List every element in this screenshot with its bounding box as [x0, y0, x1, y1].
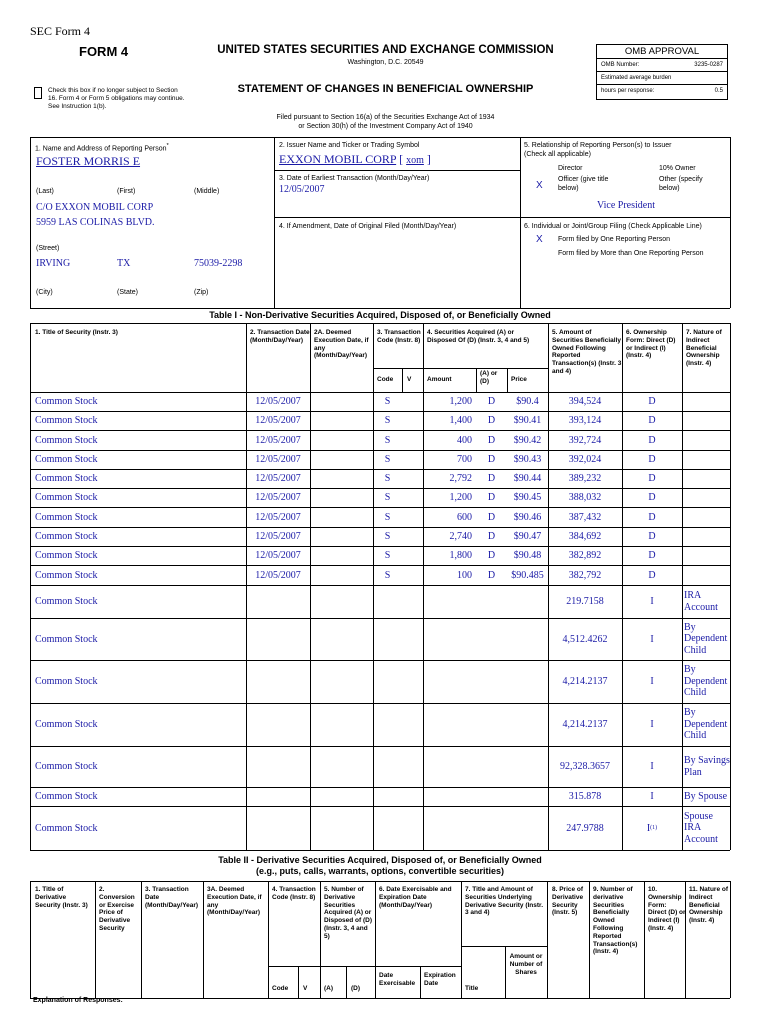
transaction-code: S [384, 434, 391, 446]
city-label: (City) [36, 289, 53, 296]
amount: 1,400 [449, 415, 472, 426]
amount: 400 [457, 434, 472, 446]
t2-h7: 7. Title and Amount of Securities Underlying Derivative Security (Instr. 3 and 4) [465, 886, 544, 917]
omb-burden-label: Estimated average burden [597, 72, 727, 85]
amount-owned: 247.9788 [566, 822, 604, 834]
box3-label: 3. Date of Earliest Transaction (Month/Day/Year) [279, 175, 430, 182]
security-title: Common Stock [35, 822, 98, 834]
ownership-form: D [648, 550, 656, 561]
amount-owned: 4,214.2137 [562, 676, 608, 687]
amount-owned: 387,432 [568, 511, 602, 523]
one-person-check-mark[interactable]: X [536, 234, 543, 245]
city-value: IRVING [36, 258, 71, 269]
t1-h2: 2. Transaction Date (Month/Day/Year) [250, 329, 310, 344]
amount: 100 [457, 569, 472, 581]
last-label: (Last) [36, 188, 54, 195]
security-title: Common Stock [35, 676, 98, 687]
nature-of-ownership: By Dependent Child [684, 621, 728, 656]
first-label: (First) [117, 188, 136, 195]
t2-h4: 4. Transaction Code (Instr. 8) [272, 886, 316, 901]
t2-a: (A) [324, 985, 334, 992]
t2-h3: 3. Transaction Date (Month/Day/Year) [145, 886, 199, 909]
amount-owned: 384,692 [568, 531, 602, 542]
acquired-disposed: D [487, 434, 496, 446]
t2-date-ex: Date Exercisable [379, 972, 416, 987]
omb-hours: 0.5 [714, 88, 723, 94]
box5-label-2: (Check all applicable) [524, 151, 591, 158]
transaction-date: 12/05/2007 [255, 434, 301, 446]
ownership-form: D [648, 473, 656, 484]
amount-owned: 393,124 [568, 415, 602, 426]
ownership-form: I [650, 719, 654, 730]
t2-h11: 11. Nature of Indirect Beneficial Ownership (Instr. 4) [689, 886, 729, 925]
table2-title-1: Table II - Derivative Securities Acquired, Disposed of, or Beneficially Owned [218, 855, 542, 865]
transaction-code: S [384, 415, 391, 426]
ten-percent-owner-label: 10% Owner [659, 165, 696, 172]
t2-h9: 9. Number of derivative Securities Beneficially Owned Following Reported Transaction(s) (Instr. 4) [593, 886, 638, 956]
other-label: Other (specify below) [659, 176, 703, 192]
acquired-disposed: D [487, 396, 496, 407]
amount: 1,200 [449, 396, 472, 407]
t2-code: Code [272, 985, 289, 992]
security-title: Common Stock [35, 761, 98, 772]
transaction-code: S [384, 531, 391, 542]
security-title: Common Stock [35, 434, 98, 446]
amount: 1,800 [449, 550, 472, 561]
security-title: Common Stock [35, 473, 98, 484]
form-top-label: SEC Form 4 [30, 24, 91, 38]
t2-v: V [303, 985, 308, 992]
acquired-disposed: D [487, 415, 496, 426]
acquired-disposed: D [487, 454, 496, 465]
statement-title: STATEMENT OF CHANGES IN BENEFICIAL OWNERSHIP [237, 83, 534, 95]
transaction-date: 12/05/2007 [255, 454, 301, 465]
price: $90.41 [513, 415, 542, 426]
footnote-ref: (1) [650, 825, 658, 831]
amount-owned: 315.878 [568, 791, 602, 802]
ownership-form: D [648, 415, 656, 426]
table2-title [30, 855, 730, 877]
security-title: Common Stock [35, 415, 98, 426]
price: $90.4 [516, 396, 539, 407]
security-title: Common Stock [35, 719, 98, 730]
box1-label: 1. Name and Address of Reporting Person* [35, 143, 169, 153]
transaction-date: 12/05/2007 [255, 550, 301, 561]
zip-label: (Zip) [194, 289, 209, 296]
section16-checkbox-label: Check this box if no longer subject to Section 16. Form 4 or Form 5 obligations may continue. See Instruction 1(b). [48, 87, 185, 110]
acquired-disposed: D [487, 569, 496, 581]
omb-hours-label: hours per response: [601, 88, 655, 94]
security-title: Common Stock [35, 569, 98, 581]
box4-label: 4. If Amendment, Date of Original Filed (Month/Day/Year) [279, 223, 457, 230]
issuer-line [279, 152, 431, 167]
transaction-date: 12/05/2007 [255, 531, 301, 542]
security-title: Common Stock [35, 511, 98, 523]
t2-amount-shares: Amount or Number of Shares [509, 953, 543, 976]
t2-h10: 10. Ownership Form: Direct (D) or Indirect (I) (Instr. 4) [648, 886, 686, 932]
transaction-date: 12/05/2007 [255, 492, 301, 503]
box6-label: 6. Individual or Joint/Group Filing (Check Applicable Line) [524, 223, 702, 230]
t1-h4: 4. Securities Acquired (A) or Disposed Of (D) (Instr. 3, 4 and 5) [427, 329, 530, 344]
price: $90.42 [513, 434, 542, 446]
filed-line-2: or Section 30(h) of the Investment Company Act of 1940 [298, 123, 473, 130]
ownership-form: D [648, 569, 656, 581]
middle-label: (Middle) [194, 188, 220, 195]
ticker-open: [ [399, 152, 404, 166]
t2-h6: 6. Date Exercisable and Expiration Date (Month/Day/Year) [379, 886, 452, 909]
more-persons-label: Form filed by More than One Reporting Person [558, 250, 704, 257]
security-title: Common Stock [35, 454, 98, 465]
t1-h5: 5. Amount of Securities Beneficially Owned Following Reported Transaction(s) (Instr. 3 and 4) [552, 329, 622, 375]
amount-owned: 392,724 [568, 434, 602, 446]
ownership-form: D [648, 454, 656, 465]
security-title: Common Stock [35, 550, 98, 561]
nature-of-ownership: IRA Account [684, 590, 718, 613]
address-line-1: C/O EXXON MOBIL CORP [36, 202, 154, 213]
t1-code: Code [377, 376, 394, 383]
nature-of-ownership: By Spouse [684, 790, 728, 802]
officer-check-mark[interactable]: X [536, 180, 543, 191]
t2-h3a: 3A. Deemed Execution Date, if any (Month/Day/Year) [207, 886, 262, 917]
transaction-date: 12/05/2007 [255, 511, 301, 523]
security-title: Common Stock [35, 791, 98, 802]
ownership-form: I [650, 633, 654, 645]
form-title: FORM 4 [79, 44, 129, 59]
price: $90.47 [513, 531, 542, 542]
omb-number-label: OMB Number: [601, 62, 640, 68]
reporting-person-name[interactable]: FOSTER MORRIS E [36, 154, 141, 168]
t1-amount: Amount [427, 376, 452, 383]
security-title: Common Stock [35, 633, 98, 645]
amount-owned: 92,328.3657 [560, 761, 610, 772]
amount: 700 [457, 454, 472, 465]
price: $90.44 [513, 473, 542, 484]
t1-aord: (A) or (D) [480, 370, 498, 385]
amount: 2,792 [449, 473, 472, 484]
t2-h2: 2. Conversion or Exercise Price of Derivative Security [99, 886, 135, 932]
t2-h1: 1. Title of Derivative Security (Instr. 3) [35, 886, 88, 909]
issuer-name[interactable]: EXXON MOBIL CORP [279, 152, 397, 166]
price: $90.48 [513, 550, 542, 561]
earliest-transaction-date: 12/05/2007 [279, 184, 325, 195]
t2-h8: 8. Price of Derivative Security (Instr. 5) [552, 886, 584, 917]
acquired-disposed: D [487, 511, 496, 523]
t2-title: Title [465, 985, 479, 992]
price: $90.46 [513, 511, 542, 523]
transaction-code: S [384, 492, 391, 503]
price: $90.45 [513, 492, 542, 503]
t2-h5: 5. Number of Derivative Securities Acquired (A) or Disposed of (D) (Instr. 3, 4 and 5) [324, 886, 373, 940]
amount: 2,740 [449, 531, 472, 542]
address-line-2: 5959 LAS COLINAS BLVD. [36, 217, 155, 228]
security-title: Common Stock [35, 396, 98, 407]
ownership-form: D [648, 396, 656, 407]
t2-d: (D) [351, 985, 361, 992]
transaction-date: 12/05/2007 [255, 473, 301, 484]
state-value: TX [117, 258, 131, 269]
acquired-disposed: D [487, 531, 496, 542]
amount-owned: 382,792 [568, 569, 602, 581]
acquired-disposed: D [487, 473, 496, 484]
amount-owned: 392,024 [568, 454, 602, 465]
acquired-disposed: D [487, 550, 496, 561]
transaction-date: 12/05/2007 [255, 396, 301, 407]
price: $90.485 [511, 569, 544, 581]
ticker-symbol[interactable]: xom [406, 155, 424, 166]
ownership-form: I [650, 676, 654, 687]
acquired-disposed: D [487, 492, 496, 503]
price: $90.43 [513, 454, 542, 465]
transaction-date: 12/05/2007 [255, 569, 301, 581]
ownership-form: I [650, 761, 654, 772]
amount-owned: 4,512.4262 [562, 633, 608, 645]
box5-label-1: 5. Relationship of Reporting Person(s) to Issuer [524, 142, 672, 149]
omb-number: 3235-0287 [694, 62, 723, 68]
director-label: Director [558, 165, 583, 172]
amount: 600 [457, 511, 472, 523]
transaction-code: S [384, 454, 391, 465]
t1-h3: 3. Transaction Code (Instr. 8) [377, 329, 421, 344]
t1-h7: 7. Nature of Indirect Beneficial Ownership (Instr. 4) [686, 329, 722, 368]
transaction-code: S [384, 511, 391, 523]
t1-price: Price [511, 376, 527, 383]
state-label: (State) [117, 289, 139, 296]
amount-owned: 382,892 [568, 550, 602, 561]
t1-h6: 6. Ownership Form: Direct (D) or Indirect (I) (Instr. 4) [626, 329, 676, 360]
transaction-code: S [384, 569, 391, 581]
security-title: Common Stock [35, 596, 98, 607]
ownership-form: D [648, 492, 656, 503]
amount: 1,200 [449, 492, 472, 503]
amount-owned: 389,232 [568, 473, 602, 484]
t2-exp: Expiration Date [424, 972, 456, 987]
ownership-form: I (1) [646, 822, 658, 834]
amount-owned: 4,214.2137 [562, 719, 608, 730]
transaction-code: S [384, 550, 391, 561]
transaction-date: 12/05/2007 [255, 415, 301, 426]
amount-owned: 219.7158 [566, 596, 604, 607]
explanation-label: Explanation of Responses: [33, 997, 123, 1004]
ownership-form: D [648, 434, 656, 446]
t1-h2a: 2A. Deemed Execution Date, if any (Month/Day/Year) [314, 329, 369, 360]
omb-title: OMB APPROVAL [597, 45, 727, 59]
street-label: (Street) [36, 245, 60, 252]
ownership-form: D [648, 511, 656, 523]
officer-label: Officer (give title below) [558, 176, 609, 192]
ticker-close: ] [426, 152, 431, 166]
filed-pursuant [198, 113, 573, 131]
officer-title: Vice President [597, 200, 655, 211]
agency-name: UNITED STATES SECURITIES AND EXCHANGE COMMISSION [217, 44, 554, 56]
t1-h1: 1. Title of Security (Instr. 3) [35, 329, 118, 336]
amount-owned: 394,524 [568, 396, 602, 407]
nature-of-ownership: By Savings Plan [684, 755, 730, 778]
nature-of-ownership: By Dependent Child [684, 664, 728, 699]
omb-approval-box [596, 44, 728, 100]
t1-v: V [407, 376, 412, 383]
amount-owned: 388,032 [568, 492, 602, 503]
nature-of-ownership: By Dependent Child [684, 707, 728, 742]
agency-city: Washington, D.C. 20549 [347, 59, 424, 66]
ownership-form: I [650, 791, 654, 802]
table2-title-2: (e.g., puts, calls, warrants, options, convertible securities) [255, 866, 505, 876]
security-title: Common Stock [35, 531, 98, 542]
nature-of-ownership: Spouse IRA Account [684, 810, 718, 845]
box2-label: 2. Issuer Name and Ticker or Trading Symbol [279, 142, 420, 149]
section16-checkbox[interactable] [34, 87, 42, 99]
security-title: Common Stock [35, 492, 98, 503]
transaction-code: S [384, 473, 391, 484]
table1-title: Table I - Non-Derivative Securities Acquired, Disposed of, or Beneficially Owned [209, 310, 551, 320]
transaction-code: S [384, 396, 391, 407]
ownership-form: D [648, 531, 656, 542]
ownership-form: I [650, 596, 654, 607]
one-person-label: Form filed by One Reporting Person [558, 236, 671, 243]
zip-value: 75039-2298 [194, 258, 243, 269]
filed-line-1: Filed pursuant to Section 16(a) of the Securities Exchange Act of 1934 [276, 114, 495, 121]
